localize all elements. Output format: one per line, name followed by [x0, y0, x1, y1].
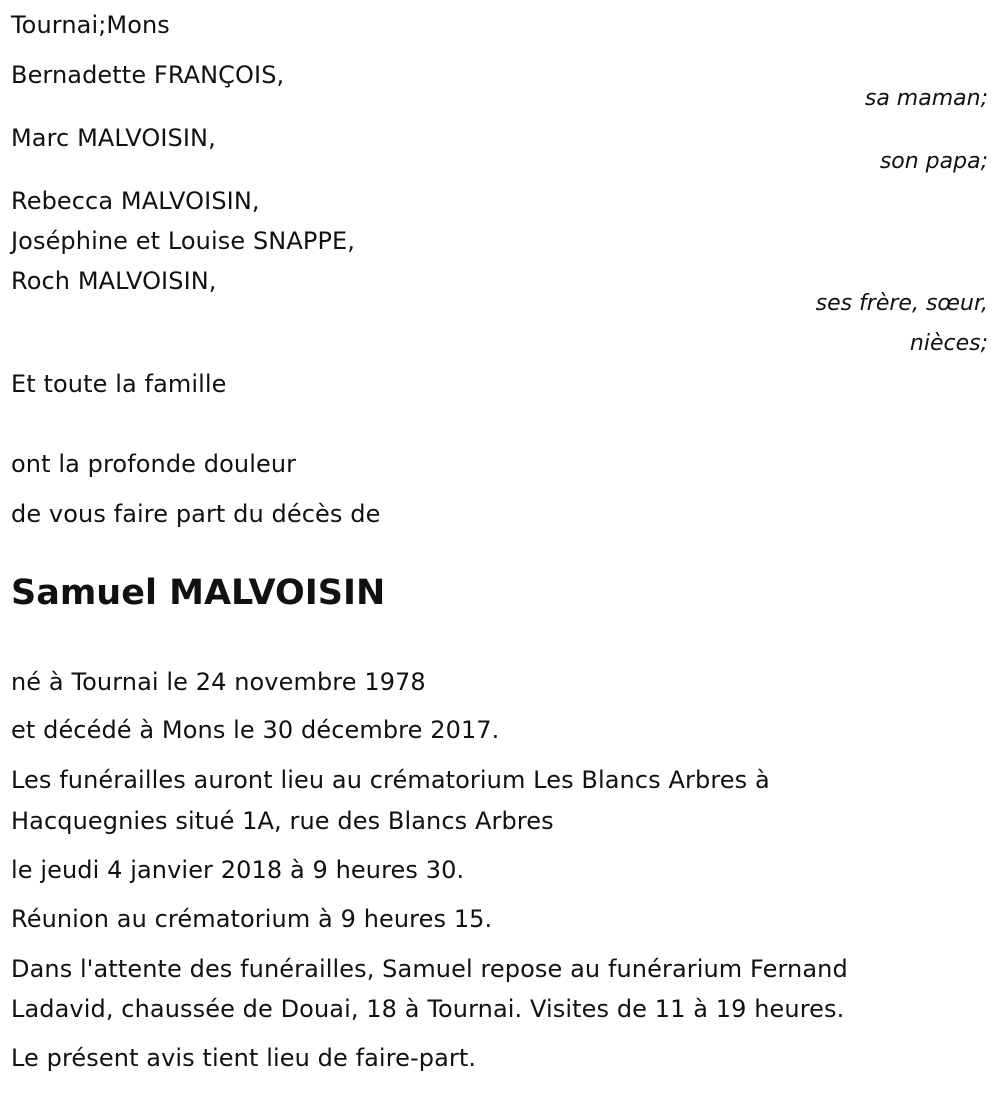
- sibling-name: Roch MALVOISIN,: [11, 267, 217, 295]
- meeting-info: Réunion au crématorium à 9 heures 15.: [11, 905, 493, 933]
- funeral-location: Les funérailles auront lieu au crématorium Les Blancs Arbres à: [11, 766, 770, 794]
- siblings-role: ses frère, sœur,: [815, 291, 988, 316]
- notice-statement: Le présent avis tient lieu de faire-part.: [11, 1044, 477, 1072]
- announcement-line: de vous faire part du décès de: [11, 500, 381, 528]
- sibling-name: Rebecca MALVOISIN,: [11, 187, 260, 215]
- funeral-address: Hacquegnies situé 1A, rue des Blancs Arbres: [11, 807, 554, 835]
- rest-info: Dans l'attente des funérailles, Samuel repose au funérarium Fernand: [11, 955, 848, 983]
- sibling-name: Joséphine et Louise SNAPPE,: [11, 227, 356, 255]
- birth-info: né à Tournai le 24 novembre 1978: [11, 668, 426, 696]
- mother-role: sa maman;: [864, 86, 988, 111]
- mother-name: Bernadette FRANÇOIS,: [11, 61, 285, 89]
- deceased-name: Samuel MALVOISIN: [11, 573, 386, 613]
- father-name: Marc MALVOISIN,: [11, 124, 216, 152]
- extended-family: Et toute la famille: [11, 370, 227, 398]
- locations-header: Tournai;Mons: [11, 11, 170, 39]
- siblings-role-continued: nièces;: [909, 331, 988, 356]
- rest-info-continued: Ladavid, chaussée de Douai, 18 à Tournai. Visites de 11 à 19 heures.: [11, 995, 845, 1023]
- funeral-date: le jeudi 4 janvier 2018 à 9 heures 30.: [11, 856, 465, 884]
- father-role: son papa;: [879, 149, 988, 174]
- death-info: et décédé à Mons le 30 décembre 2017.: [11, 716, 500, 744]
- announcement-line: ont la profonde douleur: [11, 450, 297, 478]
